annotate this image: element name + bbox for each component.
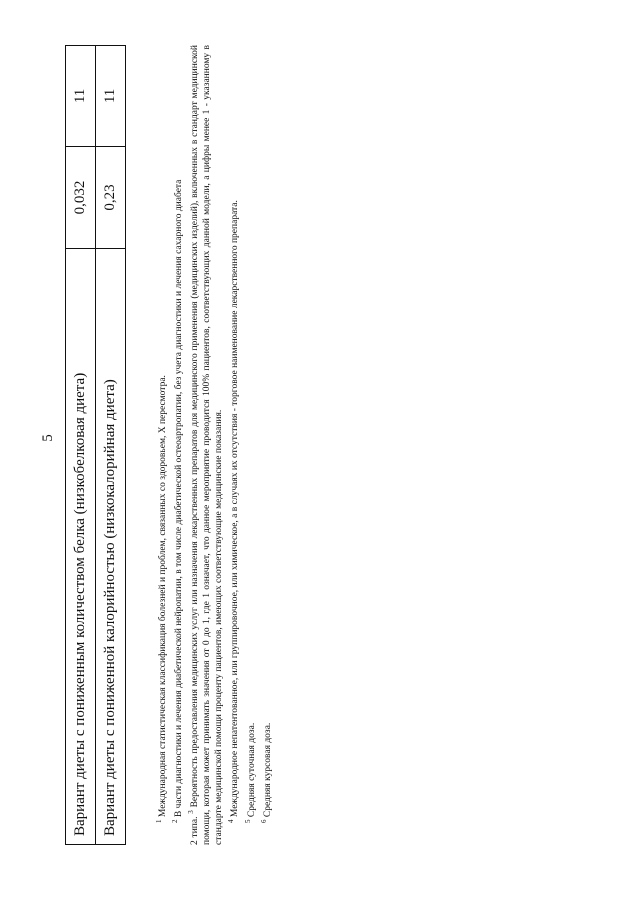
table-row <box>96 46 126 845</box>
rotated-content <box>65 45 305 845</box>
footnote-2-continuation <box>185 45 225 845</box>
footnote-text: 2 типа. <box>190 816 201 845</box>
page-number: 5 <box>40 434 56 442</box>
footnote-text: Средняя курсовая доза. <box>262 722 273 818</box>
footnote-text: Международное непатентованное, или группировочное, или химическое, а в случаях их отсутствия - торговое наименование лекарственного препарата. <box>230 200 241 818</box>
dose-cell: 11 <box>96 46 126 147</box>
footnote-text: В части диагностики и лечения диабетической нейропатии, в том числе диабетической остеоартропатии, без учета диагностики и лечения сахарного диабета <box>174 179 185 818</box>
frequency-cell: 0,23 <box>96 146 126 248</box>
footnote-4 <box>225 45 241 845</box>
footnote-mark: 4 <box>227 819 236 823</box>
footnote-2 <box>169 45 185 845</box>
footnote-text: Международная статистическая классификация болезней и проблем, связанных со здоровьем, X пересмотра. <box>158 375 169 818</box>
footnote-6 <box>258 45 274 845</box>
footnote-text: Вероятность предоставления медицинских услуг или назначения лекарственных препаратов для медицинского применения (медицинских изделий), включенных в стандарт медицинской помощи, которая может принимать значения от 0 до 1, где 1 означает, что данное мероприятие проводится 100% пациентов, соответствующих данной модели, а цифры менее 1 - указанному в стандарте медицинской помощи проценту пациентов, имеющих соответствующие медицинские показания. <box>190 44 225 845</box>
footnote-text: Средняя суточная доза. <box>246 722 257 818</box>
footnote-mark: 6 <box>259 819 268 823</box>
diet-name-cell: Вариант диеты с пониженным количеством белка (низкобелковая диета) <box>66 249 96 845</box>
footnotes <box>153 45 274 845</box>
footnote-mark: 3 <box>187 810 196 814</box>
dose-cell: 11 <box>66 46 96 147</box>
footnote-1 <box>153 45 169 845</box>
footnote-mark: 1 <box>155 819 163 823</box>
frequency-cell: 0,032 <box>66 146 96 248</box>
table-row <box>66 46 96 845</box>
footnote-5 <box>242 45 258 845</box>
diet-table <box>65 45 126 845</box>
footnote-mark: 5 <box>243 819 252 823</box>
diet-name-cell: Вариант диеты с пониженной калорийностью (низкокалорийная диета) <box>96 249 126 845</box>
footnote-mark: 2 <box>171 819 180 823</box>
